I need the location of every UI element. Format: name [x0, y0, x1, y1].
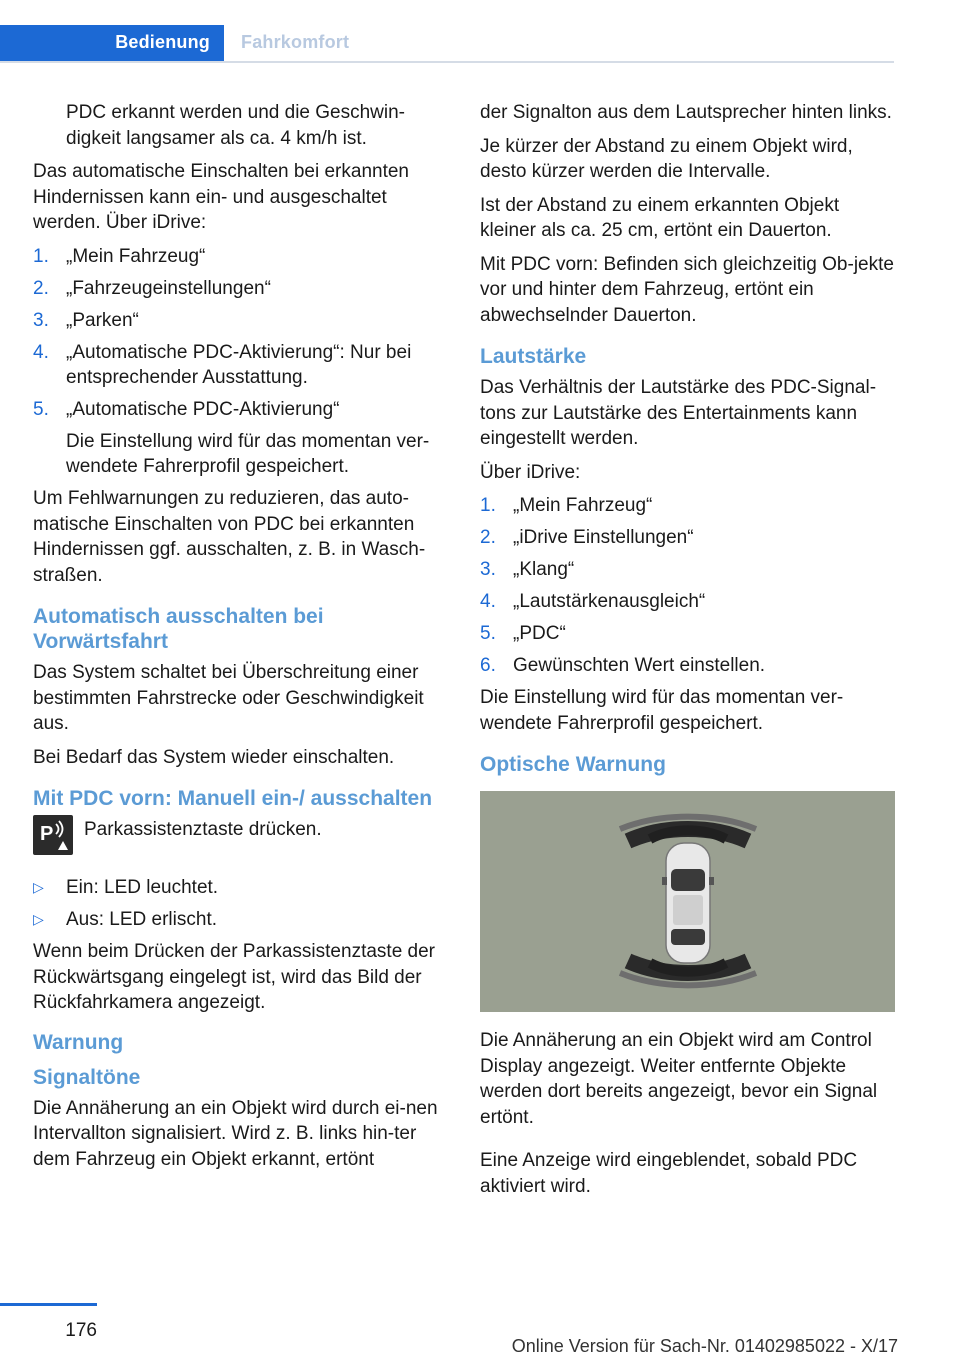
step-number: 3. — [480, 559, 496, 580]
list-item — [480, 493, 898, 519]
page-number: 176 — [65, 1320, 97, 1341]
step-text: „Automatische PDC-Aktivierung“: Nur bei entsprechender Ausstattung. — [66, 341, 412, 388]
list-item — [33, 397, 449, 480]
idrive-steps-list — [33, 244, 449, 480]
paragraph: der Signalton aus dem Lautsprecher hinten links. — [480, 102, 892, 123]
online-version-note: Online Version für Sach-Nr. 01402985022 - X/17 — [511, 1336, 898, 1356]
step-text: Gewünschten Wert einstellen. — [513, 655, 766, 676]
list-item — [33, 244, 449, 270]
paragraph: Eine Anzeige wird eingeblendet, sobald PDC aktiviert wird. — [480, 1150, 858, 1197]
paragraph: Mit PDC vorn: Befinden sich gleichzeitig Ob‐jekte vor und hinter dem Fahrzeug, ertönt ein abwechselnder Dauerton. — [480, 253, 894, 326]
right-column — [480, 100, 898, 1207]
header-divider — [0, 61, 894, 63]
paragraph: Bei Bedarf das System wieder einschalten. — [33, 746, 395, 768]
bullet-text: Ein: LED leuchtet. — [66, 877, 219, 898]
paragraph: Je kürzer der Abstand zu einem Objekt wird, desto kürzer werden die Intervalle. — [480, 135, 853, 182]
step-number: 4. — [33, 341, 49, 363]
step-text: „Parken“ — [66, 309, 139, 331]
pdc-button-text: Parkassistenztaste drücken. — [84, 819, 322, 840]
paragraph: PDC erkannt werden und die Geschwin‐digkeit langsamer als ca. 4 km/h ist. — [66, 102, 406, 149]
section-heading: Warnung — [33, 1030, 124, 1054]
step-number: 5. — [480, 623, 496, 644]
tab-bedienung[interactable]: Bedienung — [0, 25, 224, 61]
step-text: „Klang“ — [513, 559, 575, 580]
list-item — [480, 653, 898, 679]
section-heading: Automatisch ausschalten bei Vorwärtsfahrt — [33, 605, 324, 653]
paragraph: Die Einstellung wird für das momentan ver‐wendete Fahrerprofil gespeichert. — [480, 687, 844, 734]
paragraph: Die Annäherung an ein Objekt wird durch ei‐nen Intervallton signalisiert. Wird z. B. links hin‐ter dem Fahrzeug ein Objekt erkannt, ertönt — [33, 1097, 438, 1170]
paragraph: Ist der Abstand zu einem erkannten Objekt kleiner als ca. 25 cm, ertönt ein Dauerton. — [480, 194, 840, 241]
step-number: 2. — [33, 277, 49, 299]
step-text: „Mein Fahrzeug“ — [513, 495, 653, 516]
parking-assist-icon — [33, 815, 73, 855]
section-heading: Optische Warnung — [480, 753, 666, 776]
triangle-bullet-icon: ▷ — [33, 879, 44, 895]
paragraph: Die Annäherung an ein Objekt wird am Control Display angezeigt. Weiter entfernte Objekte werden dort bereits angezeigt, bevor ein Signal ertönt. — [480, 1030, 878, 1128]
step-number: 3. — [33, 309, 49, 331]
car-top-view-pdc-illustration — [480, 791, 895, 1012]
step-text: „Lautstärkenausgleich“ — [513, 591, 706, 612]
left-column — [33, 100, 449, 1180]
tab-fahrkomfort[interactable]: Fahrkomfort — [241, 32, 350, 53]
paragraph: Wenn beim Drücken der Parkassistenztaste der Rückwärtsgang eingelegt ist, wird das Bild der Rückfahrkamera angezeigt. — [33, 941, 435, 1013]
section-heading: Mit PDC vorn: Manuell ein-/ ausschalten — [33, 787, 433, 810]
bullet-text: Aus: LED erlischt. — [66, 909, 217, 930]
list-item — [480, 525, 898, 551]
list-item — [33, 276, 449, 302]
step-text: „iDrive Einstellungen“ — [513, 527, 694, 548]
list-item — [33, 308, 449, 334]
step-text: „PDC“ — [513, 623, 566, 644]
svg-text:P: P — [40, 823, 54, 845]
step-text: „Fahrzeugeinstellungen“ — [66, 277, 271, 299]
step-number: 1. — [480, 495, 496, 516]
list-item — [480, 621, 898, 647]
step-number: 5. — [33, 399, 49, 420]
step-number: 4. — [480, 591, 496, 612]
paragraph: Das System schaltet bei Überschreitung einer bestimmten Fahrstrecke oder Geschwindigkeit aus. — [33, 662, 424, 734]
subsection-heading: Signaltöne — [33, 1065, 141, 1089]
list-item — [33, 907, 449, 933]
paragraph: Um Fehlwarnungen zu reduzieren, das auto‐matische Einschalten von PDC bei erkannten Hindernissen ggf. ausschalten, z. B. in Wasch‐straßen. — [33, 488, 426, 586]
section-heading: Lautstärke — [480, 345, 587, 368]
step-number: 6. — [480, 655, 496, 676]
step-text: „Mein Fahrzeug“ — [66, 245, 206, 267]
volume-steps-list — [480, 493, 898, 679]
list-item — [33, 340, 449, 391]
pdc-button-instruction — [33, 817, 449, 863]
header-tabs — [0, 25, 349, 61]
footer-divider — [0, 1303, 97, 1306]
led-status-list — [33, 875, 449, 933]
paragraph: Das Verhältnis der Lautstärke des PDC-Signal‐tons zur Lautstärke des Entertainments kann eingestellt werden. — [480, 377, 877, 449]
list-item — [480, 557, 898, 583]
step-number: 2. — [480, 527, 496, 548]
list-item — [33, 875, 449, 901]
paragraph: Das automatische Einschalten bei erkannten Hindernissen kann ein- und ausgeschaltet werden. Über iDrive: — [33, 161, 410, 233]
triangle-bullet-icon: ▷ — [33, 911, 44, 927]
step-number: 1. — [33, 245, 49, 267]
list-item — [480, 589, 898, 615]
step-subtext: Die Einstellung wird für das momentan ver‐wendete Fahrerprofil gespeichert. — [66, 430, 430, 477]
step-text: „Automatische PDC-Aktivierung“ — [66, 399, 340, 420]
paragraph: Über iDrive: — [480, 461, 581, 483]
